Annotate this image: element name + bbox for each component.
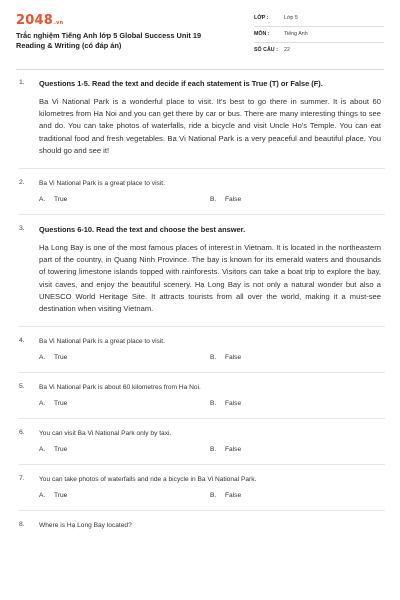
question-text: You can visit Ba Vi National Park only by taxi. [39,430,172,438]
question-7 [19,475,381,511]
reading-passage: Hạ Long Bay is one of the most famous places of interest in Vietnam. It is located in the northeastern part of the country, in Quang Ninh Province. The bay is known for its emerald waters and thousands of towering limestone islands topped with rainforests. Visitors can take a boat trip to explore the bay, visit caves, and enjoy the beautiful scenery. Hạ Long Bay is not only a natural wonder but also a UNESCO World Heritage Site. It attracts tourists from all over the world, making it a must-see destination when visiting Vietnam. [39,243,381,314]
option-a[interactable] [39,492,210,499]
meta-value: 22 [284,47,290,53]
question-2 [19,179,381,215]
option-text: True [54,446,68,454]
question-number: 7. [19,475,25,483]
option-b[interactable] [210,492,381,499]
answer-options [39,196,381,203]
option-label: B. [210,492,217,500]
option-text: True [54,354,68,362]
option-b[interactable] [210,196,381,203]
site-logo[interactable] [16,13,63,28]
question-5 [19,383,381,419]
question-divider [19,168,385,169]
option-text: False [225,446,242,454]
question-divider [19,372,385,373]
option-text: False [225,400,242,408]
option-text: True [54,196,68,204]
reading-passage: Ba Vi National Park is a wonderful place to visit. It's best to go there in summer. It is about 60 kilometres from Ha Noi and you can get there by car or bus. There are many interesting things to see and do. You can take photos of waterfalls, ride a bicycle and visit Uncle Ho's Temple. You can eat traditional food and fresh vegetables. Ba Vi National Park is a very peaceful and beautiful place. You should go and see it! [39,97,381,155]
meta-label: LỚP : [254,15,269,21]
option-label: B. [210,400,217,408]
meta-label: SỐ CÂU : [254,47,278,53]
logo-text: 2048 [16,13,53,28]
option-label: B. [210,446,217,454]
page-header [0,0,400,66]
option-label: A. [39,196,46,204]
question-heading: Questions 1-5. Read the text and decide if each statement is True (T) or False (F). [39,79,323,88]
question-4 [19,337,381,373]
question-divider [19,464,385,465]
answer-options [39,492,381,499]
option-a[interactable] [39,196,210,203]
option-label: A. [39,354,46,362]
question-text: Ba Vi National Park is about 60 kilometres from Ha Noi. [39,384,201,392]
option-text: True [54,400,68,408]
question-number: 2. [19,179,25,187]
option-a[interactable] [39,400,210,407]
question-text: Where is Hạ Long Bay located? [39,522,132,530]
logo-suffix: .vn [53,20,64,26]
option-label: A. [39,492,46,500]
question-number: 8. [19,521,25,529]
question-1 [19,79,381,169]
option-label: B. [210,354,217,362]
question-divider [19,418,385,419]
question-divider [19,214,385,215]
question-list [19,79,381,530]
meta-row-count [254,47,384,58]
question-number: 1. [19,79,25,86]
option-label: A. [39,446,46,454]
meta-value: Lớp 5 [284,15,298,21]
question-text: Ba Vi National Park is a great place to visit. [39,180,165,188]
option-label: B. [210,196,217,204]
meta-row-subject [254,31,384,43]
option-text: False [225,354,242,362]
question-divider [19,510,385,511]
option-a[interactable] [39,354,210,361]
question-divider [19,326,385,327]
answer-options [39,354,381,361]
option-text: False [225,492,242,500]
option-a[interactable] [39,446,210,453]
option-b[interactable] [210,400,381,407]
option-label: A. [39,400,46,408]
option-b[interactable] [210,446,381,453]
question-number: 3. [19,225,25,233]
question-8 [19,521,381,530]
option-text: True [54,492,68,500]
question-text: Ba Vi National Park is a great place to visit. [39,338,165,346]
question-3 [19,225,381,327]
document-meta [254,15,384,62]
header-divider [16,69,384,70]
document-title: Trắc nghiệm Tiếng Anh lớp 5 Global Success Unit 19 Reading & Writing (có đáp án) [16,31,202,50]
question-heading: Questions 6-10. Read the text and choose the best answer. [39,225,246,235]
question-number: 4. [19,337,25,345]
answer-options [39,400,381,407]
meta-row-class [254,15,384,27]
question-6 [19,429,381,465]
option-b[interactable] [210,354,381,361]
option-text: False [225,196,242,204]
question-number: 6. [19,429,25,437]
question-number: 5. [19,383,25,391]
meta-value: Tiếng Anh [284,31,308,37]
question-text: You can take photos of waterfalls and ride a bicycle in Ba Vi National Park. [39,476,257,484]
meta-label: MÔN : [254,31,270,37]
answer-options [39,446,381,453]
